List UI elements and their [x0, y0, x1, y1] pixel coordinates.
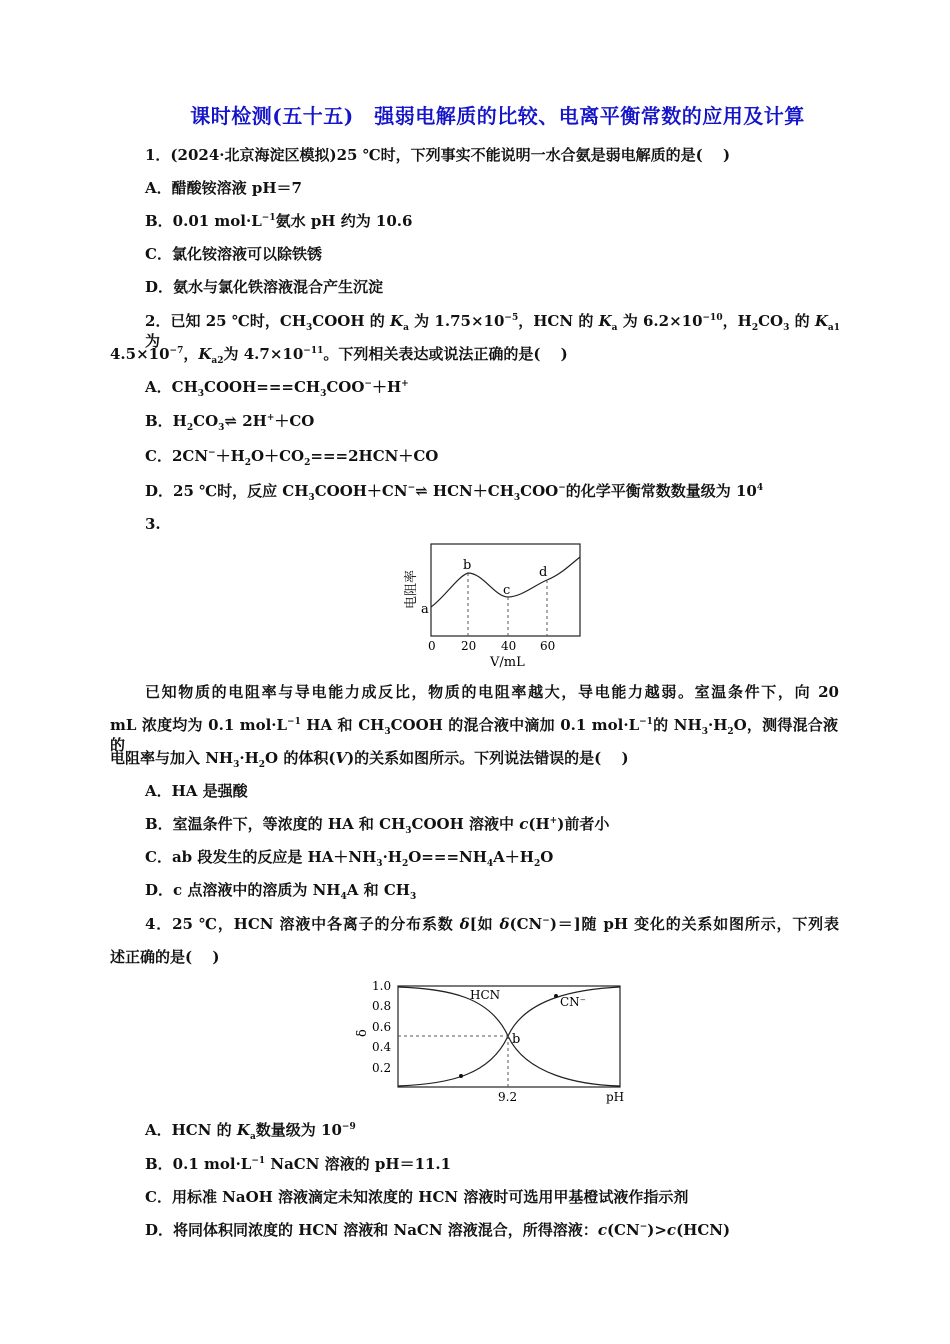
chart1-point-a-label: a: [421, 602, 429, 617]
q4-option-a: A．HCN 的 $K_a$数量级为 $10^{-9}$: [145, 1121, 356, 1142]
q2-stem-line2: $4.5\times 10^{-7}$，$K_{a2}$为 $4.7\times 10^{-11}$。下列相关表达或说法正确的是( ): [110, 345, 568, 366]
chart2-x-label: pH: [606, 1090, 625, 1104]
chart2-series-hcn: [398, 987, 620, 1086]
q3-paragraph-line2: mL 浓度均为 0.1 $mol\cdot L^{-1}$ HA 和 $CH_3COOH$ 的混合液中滴加 0.1 $mol\cdot L^{-1}$的 $NH_3\cdot H_2O$，测得混合液的: [110, 716, 839, 754]
q2-option-c: C．$2CN^-+H_2O+CO_2===2HCN+CO$: [145, 447, 439, 468]
chart2-y-tick: 0.2: [372, 1061, 392, 1075]
chart1-x-tick: 20: [461, 639, 477, 653]
chart2-series-label-hcn: HCN: [470, 988, 501, 1002]
q4-option-b: B．0.1 $mol\cdot L^{-1}$ NaCN 溶液的 pH＝11.1: [145, 1155, 452, 1173]
chart2-point-b-label: b: [512, 1032, 521, 1047]
q1-option-b: B．0.01 $mol\cdot L^{-1}$氨水 pH 约为 10.6: [145, 212, 413, 230]
q4-stem-line1: 4．25 ℃，HCN 溶液中各离子的分布系数 δ[如 δ(CN−)＝]随 pH 变化的关系如图所示，下列表: [145, 915, 839, 933]
resistivity-chart: [395, 535, 595, 675]
page-title: 课时检测(五十五) 强弱电解质的比较、电离平衡常数的应用及计算: [190, 104, 805, 128]
chart2-frame: [398, 986, 620, 1087]
q4-stem-line2: 述正确的是( ): [110, 948, 220, 966]
chart1-point-b-label: b: [463, 558, 472, 573]
q4-option-c: C．用标准 NaOH 溶液滴定未知浓度的 HCN 溶液时可选用甲基橙试液作指示剂: [145, 1188, 689, 1206]
q2-option-d: D．25 ℃时，反应 $CH_3COOH+CN^-\rightleftharpoons$ $HCN+CH_3COO^-$的化学平衡常数数量级为 $10^4$: [145, 482, 764, 503]
chart2-y-tick: 0.4: [372, 1040, 392, 1054]
q1-stem: 1．(2024·北京海淀区模拟)25 ℃时，下列事实不能说明一水合氨是弱电解质的是( ): [145, 146, 731, 164]
chart1-x-tick: 60: [540, 639, 556, 653]
chart2-y-tick: 0.6: [372, 1020, 392, 1034]
q3-number: 3.: [145, 515, 161, 533]
chart1-curve: [431, 557, 580, 607]
chart1-x-label: V/mL: [490, 655, 525, 670]
chart2-marker: [459, 1074, 463, 1078]
chart2-series-label-cn: CN⁻: [560, 995, 587, 1009]
chart2-y-tick: 1.0: [372, 979, 392, 993]
chart2-series-cn: [398, 987, 620, 1086]
chart2-y-tick: 0.8: [372, 999, 392, 1013]
distribution-chart: [350, 975, 640, 1110]
q3-option-d: D．c 点溶液中的溶质为 $NH_4A$ 和 $CH_3$: [145, 881, 417, 902]
q1-option-a: A．醋酸铵溶液 pH＝7: [145, 179, 302, 197]
chart1-x-tick: 40: [501, 639, 517, 653]
q2-option-a: A．$CH_3COOH===CH_3COO^-+H^+$: [145, 378, 409, 399]
q3-option-c: C．ab 段发生的反应是 $HA+NH_3\cdot H_2O===NH_4A+H_2O$: [145, 848, 554, 869]
q3-paragraph-line3: 电阻率与加入 $NH_3\cdot H_2O$ 的体积(V)的关系如图所示。下列说法错误的是( ): [110, 749, 629, 770]
chart1-point-d-label: d: [539, 565, 548, 580]
q3-paragraph-line1: 已知物质的电阻率与导电能力成反比，物质的电阻率越大，导电能力越弱。室温条件下，向 20: [145, 683, 839, 701]
q2-option-b: B．$H_2CO_3\rightleftharpoons$ 2H+＋CO: [145, 412, 315, 433]
chart2-x-mark: 9.2: [498, 1090, 518, 1104]
q3-option-a: A．HA 是强酸: [145, 782, 248, 800]
chart2-marker: [554, 994, 558, 998]
q4-option-d: D．将同体积同浓度的 HCN 溶液和 NaCN 溶液混合，所得溶液：c(CN−)>c(HCN): [145, 1221, 731, 1239]
q2-stem-line1: 2．已知 25 ℃时，$CH_3COOH$ 的 $K_a$ 为 $1.75\times 10^{-5}$，HCN 的 $K_a$ 为 $6.2\times 10^{-10}$，$H_2CO_3$ 的 $K_{a1}$ 为: [145, 312, 840, 350]
chart1-point-c-label: c: [503, 583, 511, 598]
q1-option-c: C．氯化铵溶液可以除铁锈: [145, 245, 322, 263]
chart1-x-tick: 0: [428, 639, 436, 653]
chart2-y-label: δ: [355, 1029, 370, 1037]
q1-option-d: D．氨水与氯化铁溶液混合产生沉淀: [145, 278, 384, 296]
q3-option-b: B．室温条件下，等浓度的 HA 和 $CH_3COOH$ 溶液中 c(H+)前者小: [145, 815, 610, 836]
chart1-y-label: 电阻率: [404, 569, 419, 609]
